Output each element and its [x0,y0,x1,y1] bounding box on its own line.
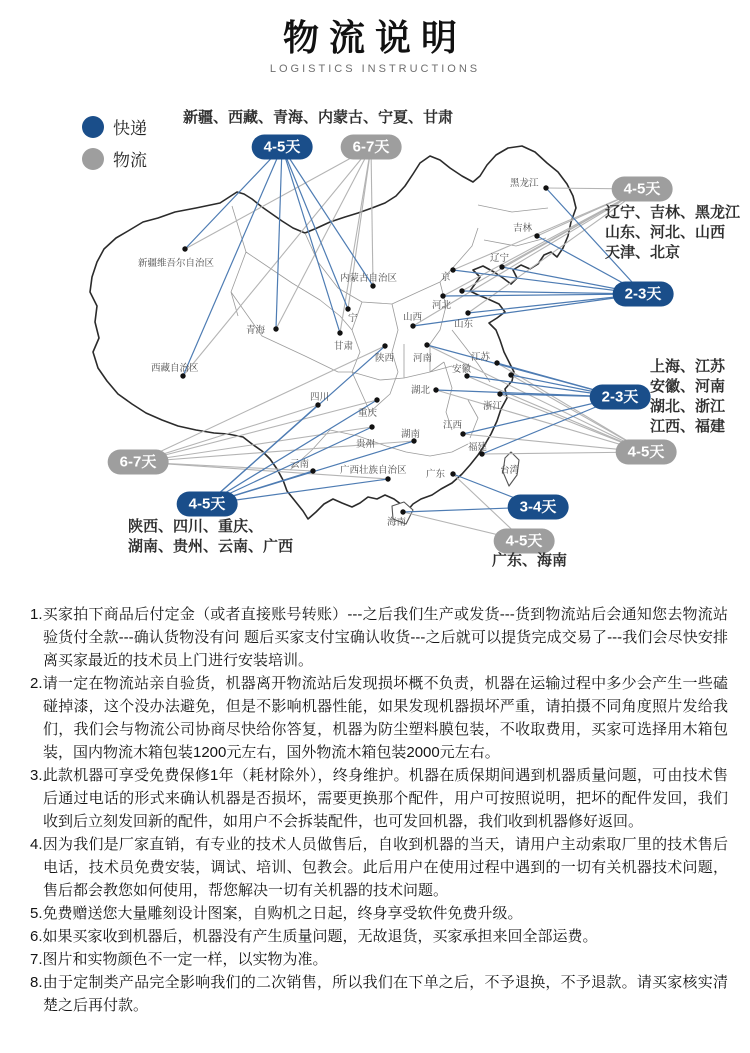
province-label: 宁 [348,313,358,324]
province-label: 浙江 [483,401,503,412]
term-item: 7.图片和实物颜色不一定一样，以实物为准。 [30,951,328,968]
legend-logistics-label: 物流 [113,151,147,170]
badge-ne-logistics: 4-5天 [612,177,673,202]
badge-nw-logistics: 6-7天 [341,135,402,160]
region-note-line: 天津、北京 [605,244,681,261]
term-item: 6.如果买家收到机器后，机器没有产生质量问题，无故退货，买家承担来回全部运费。 [30,928,598,945]
badge-s-logistics: 4-5天 [494,529,555,554]
province-label: 四川 [310,392,330,403]
region-note-line: 安徽、河南 [650,378,726,395]
province-label: 西藏自治区 [151,363,199,374]
term-item: 4.因为我们是厂家直销，有专业的技术人员做售后，自收到机器的当天，请用户主动索取厂里的技术售后电话，技术员免费安装，调试、培训、包教会。此后用户在使用过程中遇到的一切有关机器技术问题，售后都会教您如何使用，帮您解决一切有关机器的技术问题。 [30,836,728,899]
region-note-line: 湖北、浙江 [650,398,726,415]
province-label: 江苏 [471,352,491,363]
map-legend [82,114,147,178]
badge-ne-express: 2-3天 [613,282,674,307]
province-label: 辽宁 [490,253,510,264]
terms-list [30,603,728,1017]
region-note-line: 上海、江苏 [650,358,726,375]
page-subtitle: LOGISTICS INSTRUCTIONS [269,63,481,75]
province-label: 甘肃 [334,341,354,352]
term-item: 8.由于定制类产品完全影响我们的二次销售，所以我们在下单之后，不予退换，不予退款。请买家核实清楚之后再付款。 [30,974,728,1014]
term-item: 1.买家拍下商品后付定金（或者直接账号转账）---之后我们生产或发货---货到物流站后会通知您去物流站验货付全款---确认货物没有问 题后买家支付宝确认收货---之后就可以提货完成交易了---我们会尽快安排离买家最近的技术员上门进行安装培训。 [30,606,728,669]
province-label: 吉林 [513,223,533,234]
region-note-line: 湖南、贵州、云南、广西 [128,538,294,555]
region-note-line: 新疆、西藏、青海、内蒙古、宁夏、甘肃 [183,109,454,126]
province-label: 山东 [454,319,474,330]
badge-east-express: 2-3天 [590,385,651,410]
province-label: 山西 [403,312,423,323]
region-note-line: 江西、福建 [650,418,726,435]
province-label: 安徽 [452,364,472,375]
region-note-line: 辽宁、吉林、黑龙江 [605,204,741,221]
region-note [183,108,453,128]
province-label: 广西壮族自治区 [340,465,407,476]
province-label: 云南 [290,459,310,470]
province-label: 内蒙古自治区 [340,273,398,284]
province-label: 京 [441,272,451,283]
term-item: 3.此款机器可享受免费保修1年（耗材除外），终身维护。机器在质保期间遇到机器质量问题，可由技术售后通过电话的形式来确认机器是否损坏，需要更换那个配件，用户可按照说明，把坏的配件发回，我们收到后立刻发回新的配件，如用户不会拆装配件，也可发回机器，我们收到机器修好返回。 [30,767,728,830]
badge-s-express: 3-4天 [508,495,569,520]
badge-sw-logistics: 6-7天 [108,450,169,475]
province-label: 台湾 [500,465,520,476]
express-dot-icon [82,116,104,138]
province-label: 湖北 [411,385,431,396]
badge-nw-express: 4-5天 [252,135,313,160]
region-note-line: 陕西、四川、重庆、 [128,518,264,535]
province-label: 陕西 [375,353,395,364]
region-note [650,357,725,437]
province-label: 福建 [468,442,488,453]
province-label: 重庆 [358,408,378,419]
term-item: 5.免费赠送您大量雕刻设计图案，自购机之日起，终身享受软件免费升级。 [30,905,523,922]
legend-express-label: 快递 [113,119,147,138]
province-label: 新疆维吾尔自治区 [138,258,215,269]
province-label: 海南 [387,517,407,528]
term-item: 2.请一定在物流站亲自验货，机器离开物流站后发现损坏概不负责，机器在运输过程中多少会产生一些磕碰掉漆，这个没办法避免，但是不影响机器性能，如果发现机器损坏严重，请拍摄不同角度照片发给我们，我们会与物流公司协商尽快给你答复，机器为防尘塑料膜包装，不收取费用，买家可选择用木箱包装，国内物流木箱包装1200元左右，国外物流木箱包装2000元左右。 [30,675,728,761]
region-note [128,517,293,557]
province-label: 河南 [413,353,433,364]
region-note-line: 山东、河北、山西 [605,224,726,241]
page-title: 物流说明 [282,17,467,58]
legend-express [82,114,147,139]
badge-sw-express: 4-5天 [177,492,238,517]
province-label: 湖南 [401,429,421,440]
province-label: 贵州 [356,439,376,450]
province-label: 黑龙江 [510,178,539,189]
badge-east-logistics: 4-5天 [616,440,677,465]
province-label: 河北 [432,300,452,311]
region-note-line: 广东、海南 [492,552,568,569]
legend-logistics [82,146,147,171]
province-label: 广东 [426,469,446,480]
province-label: 江西 [443,420,463,431]
region-note [492,551,567,571]
region-note [605,203,740,263]
province-label: 青海 [246,325,266,336]
logistics-dot-icon [82,148,104,170]
